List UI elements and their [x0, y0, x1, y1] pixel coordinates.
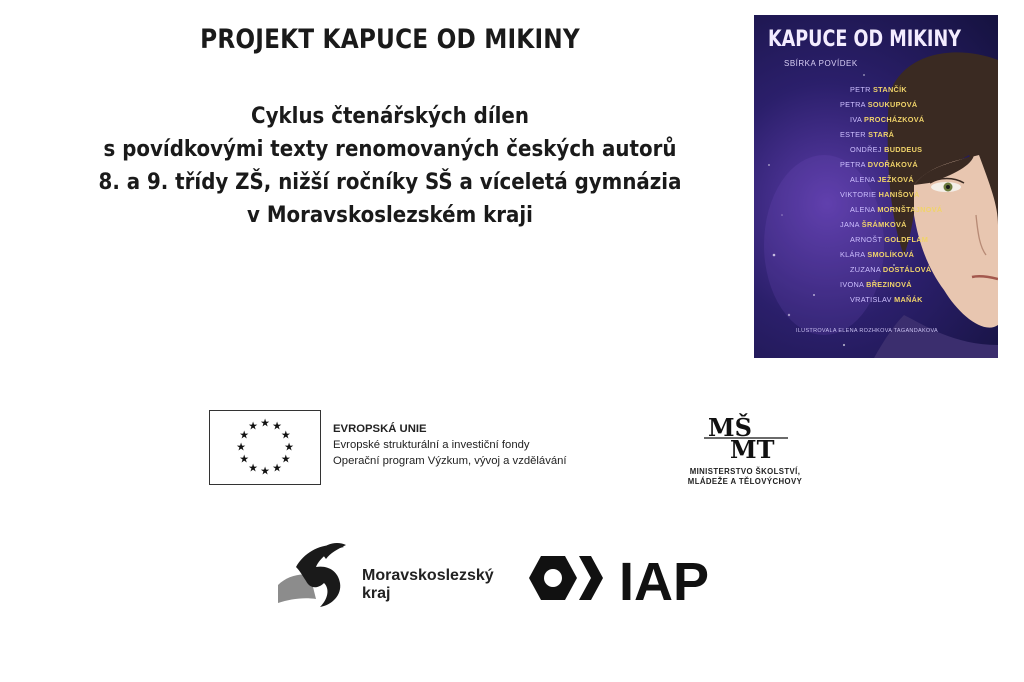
cover-author	[800, 232, 929, 247]
cover-author	[800, 217, 920, 232]
author-first-name: ONDŘEJ	[850, 145, 885, 154]
author-last-name: SMOLÍKOVÁ	[867, 250, 915, 259]
author-last-name: ŠRÁMKOVÁ	[861, 220, 907, 229]
description-line: s povídkovými texty renomovaných českých autorů	[103, 136, 677, 162]
author-last-name: PROCHÁZKOVÁ	[864, 115, 925, 124]
author-first-name: IVONA	[840, 280, 867, 289]
cover-author-list	[800, 82, 943, 307]
author-first-name: IVA	[850, 115, 865, 124]
eu-star-icon: ★	[239, 453, 250, 466]
cover-author	[800, 97, 920, 112]
cover-author	[800, 187, 920, 202]
region-line1: Moravskoslezský	[362, 567, 494, 584]
msmt-letters-top: MŠ	[708, 413, 752, 442]
author-last-name: DVOŘÁKOVÁ	[867, 160, 918, 169]
author-last-name: MAŇÁK	[894, 295, 923, 304]
eu-star-icon: ★	[280, 453, 291, 466]
cover-author	[800, 82, 920, 97]
illustration-credit: ILUSTROVALA ELENA ROZHKOVA TAGANDAKOVA	[796, 328, 939, 334]
author-first-name: PETRA	[840, 100, 868, 109]
eu-stars-icon	[210, 411, 320, 484]
author-first-name: ARNOŠT	[850, 235, 885, 244]
author-first-name: KLÁRA	[840, 250, 868, 259]
eu-flag-logo	[209, 410, 321, 485]
eu-star-icon: ★	[248, 462, 258, 475]
msmt-name-line2: MLÁDEŽE A TĚLOVÝCHOVY	[687, 477, 803, 486]
eu-name: EVROPSKÁ UNIE	[333, 423, 427, 435]
eu-funding-text	[333, 421, 567, 469]
author-last-name: MORNŠTAJNOVÁ	[877, 205, 943, 214]
eu-funds-line: Evropské strukturální a investiční fondy	[333, 439, 530, 451]
cover-author	[800, 277, 920, 292]
cover-title: KAPUCE OD MIKINY	[768, 27, 961, 52]
iap-logo	[527, 552, 727, 604]
author-first-name: VRATISLAV	[850, 295, 895, 304]
author-first-name: JANA	[840, 220, 862, 229]
cover-author	[800, 247, 920, 262]
msmt-name-line1: MINISTERSTVO ŠKOLSTVÍ,	[689, 467, 801, 476]
author-first-name: ESTER	[840, 130, 869, 139]
author-first-name: ZUZANA	[850, 265, 883, 274]
eu-star-icon: ★	[260, 417, 270, 430]
author-last-name: BUDDEUS	[884, 145, 923, 154]
cover-author	[800, 127, 920, 142]
eu-star-icon: ★	[280, 429, 291, 442]
cover-author	[800, 202, 943, 217]
eu-star-icon: ★	[236, 441, 246, 454]
author-last-name: JEŽKOVÁ	[877, 175, 914, 184]
author-first-name: VIKTORIE	[840, 190, 879, 199]
author-last-name: STANČÍK	[873, 85, 907, 94]
author-first-name: ALENA	[850, 175, 878, 184]
cover-subtitle: SBÍRKA POVÍDEK	[784, 59, 858, 68]
cover-author	[800, 157, 920, 172]
author-first-name: PETRA	[840, 160, 868, 169]
author-last-name: SOUKUPOVÁ	[867, 100, 918, 109]
eu-star-icon: ★	[272, 420, 282, 433]
region-name	[362, 567, 494, 603]
cover-author	[800, 292, 923, 307]
eu-star-icon: ★	[284, 441, 294, 454]
description-line: 8. a 9. třídy ZŠ, nižší ročníky SŠ a víceletá gymnázia	[98, 169, 682, 195]
book-cover	[754, 15, 998, 358]
project-description	[73, 100, 707, 232]
msmt-mark-icon	[660, 410, 830, 462]
author-first-name: PETR	[850, 85, 873, 94]
eu-star-icon: ★	[272, 462, 282, 475]
description-line: v Moravskoslezském kraji	[247, 202, 533, 228]
eu-star-icon: ★	[260, 465, 270, 478]
iap-text: IAP	[619, 552, 710, 604]
chevron-right-icon	[579, 556, 603, 600]
author-last-name: GOLDFLAM	[884, 235, 929, 244]
msmt-logo	[660, 410, 830, 487]
author-last-name: DOSTÁLOVÁ	[882, 265, 932, 274]
page-title: PROJEKT KAPUCE OD MIKINY	[200, 24, 580, 55]
author-first-name: ALENA	[850, 205, 878, 214]
eu-star-icon: ★	[239, 429, 250, 442]
cover-author	[800, 172, 920, 187]
cover-author	[800, 112, 925, 127]
description-line: Cyklus čtenářských dílen	[251, 103, 529, 129]
msmt-letters-bottom: MT	[730, 435, 775, 462]
author-last-name: BŘEZINOVÁ	[866, 280, 912, 289]
region-line2: kraj	[362, 585, 391, 602]
eu-program-line: Operační program Výzkum, vývoj a vzdělávání	[333, 455, 567, 467]
cover-author	[800, 142, 923, 157]
moravskoslezsky-kraj-emblem-icon	[276, 537, 366, 609]
cover-author	[800, 262, 932, 277]
author-last-name: STARÁ	[868, 130, 895, 139]
eu-star-icon: ★	[248, 420, 258, 433]
author-last-name: HANIŠOVÁ	[878, 190, 920, 199]
